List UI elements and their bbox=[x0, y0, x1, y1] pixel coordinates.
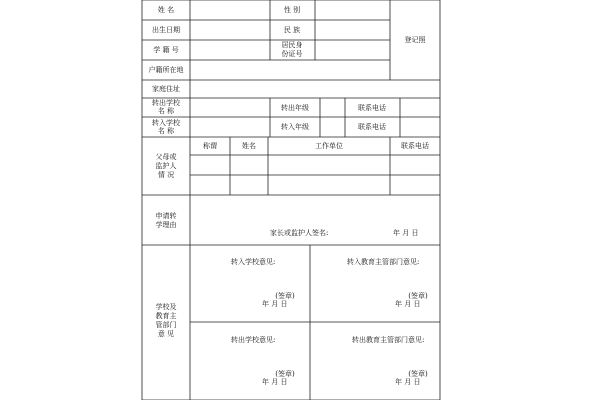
in-bureau-opinion-field[interactable] bbox=[311, 268, 439, 288]
reason-field[interactable] bbox=[191, 196, 439, 224]
guardian-col-name: 姓名 bbox=[242, 142, 256, 150]
reason-label-line1: 申请转 bbox=[155, 212, 177, 220]
in-grade-field[interactable] bbox=[321, 118, 344, 136]
out-school-seal: (签章) bbox=[275, 370, 295, 378]
guardian-col-phone: 联系电话 bbox=[401, 142, 429, 150]
opinions-label-line2: 教育主 bbox=[155, 312, 177, 320]
out-bureau-date: 年 月 日 bbox=[395, 378, 421, 386]
guardian-row-2[interactable] bbox=[191, 176, 439, 194]
out-phone-label: 联系电话 bbox=[358, 104, 386, 112]
student-no-field[interactable] bbox=[191, 41, 269, 59]
out-school-opinion-field[interactable] bbox=[191, 346, 309, 366]
out-school-label-line1: 转出学校 bbox=[152, 99, 180, 107]
out-phone-field[interactable] bbox=[401, 99, 439, 116]
reason-date: 年 月 日 bbox=[393, 229, 419, 237]
in-school-label-line1: 转入学校 bbox=[152, 119, 180, 127]
in-school-seal: (签章) bbox=[275, 292, 295, 300]
guardian-col-relation: 称谓 bbox=[203, 142, 217, 150]
address-label: 家庭住址 bbox=[152, 85, 180, 93]
id-number-label-line1: 居民身 bbox=[281, 41, 303, 49]
opinions-label-line4: 意 见 bbox=[157, 330, 175, 338]
photo-box[interactable] bbox=[391, 1, 439, 79]
ethnicity-field[interactable] bbox=[316, 21, 389, 39]
reason-label-line2: 学理由 bbox=[155, 221, 177, 229]
id-number-field[interactable] bbox=[316, 41, 389, 59]
guardian-col-work: 工作单位 bbox=[315, 142, 343, 150]
birth-date-field[interactable] bbox=[191, 21, 269, 39]
out-bureau-seal: (签章) bbox=[408, 370, 428, 378]
id-number-label-line2: 份证号 bbox=[281, 50, 303, 58]
in-bureau-seal: (签章) bbox=[408, 292, 428, 300]
birth-date-label: 出生日期 bbox=[152, 26, 180, 34]
out-bureau-opinion-field[interactable] bbox=[311, 346, 439, 366]
student-no-label: 学 籍 号 bbox=[153, 46, 179, 54]
in-school-opinion-field[interactable] bbox=[191, 268, 309, 288]
in-school-field[interactable] bbox=[191, 118, 269, 136]
in-phone-field[interactable] bbox=[401, 118, 439, 136]
address-field[interactable] bbox=[191, 81, 439, 97]
gender-label: 性 别 bbox=[283, 6, 301, 14]
hukou-label: 户籍所在地 bbox=[148, 66, 184, 74]
opinions-label-line3: 管部门 bbox=[155, 321, 177, 329]
out-grade-field[interactable] bbox=[321, 99, 344, 116]
in-bureau-date: 年 月 日 bbox=[395, 300, 421, 308]
name-label: 姓 名 bbox=[157, 6, 175, 14]
out-bureau-opinion-label: 转出教育主管部门意见: bbox=[352, 336, 425, 344]
in-grade-label: 转入年级 bbox=[281, 123, 309, 131]
in-school-label-line2: 名 称 bbox=[157, 127, 175, 135]
ethnicity-label: 民 族 bbox=[283, 26, 301, 34]
hukou-field[interactable] bbox=[191, 61, 389, 79]
out-school-label-line2: 名 称 bbox=[157, 107, 175, 115]
guardian-section-label-line1: 父母或 bbox=[155, 153, 177, 161]
opinions-label-line1: 学校及 bbox=[155, 303, 177, 311]
out-grade-label: 转出年级 bbox=[281, 104, 309, 112]
gender-field[interactable] bbox=[316, 1, 389, 19]
out-school-opinion-label: 转出学校意见: bbox=[231, 336, 276, 344]
in-phone-label: 联系电话 bbox=[358, 123, 386, 131]
in-school-date: 年 月 日 bbox=[262, 300, 288, 308]
name-field[interactable] bbox=[191, 1, 269, 19]
in-bureau-opinion-label: 转入教育主管部门意见: bbox=[347, 258, 420, 266]
guardian-section-label-line3: 情 况 bbox=[157, 171, 175, 179]
guardian-signature-label: 家长或监护人签名: bbox=[270, 229, 329, 237]
guardian-section-label-line2: 监护人 bbox=[155, 162, 177, 170]
photo-label: 登记照 bbox=[404, 36, 426, 44]
out-school-field[interactable] bbox=[191, 99, 269, 116]
out-school-date: 年 月 日 bbox=[262, 378, 288, 386]
guardian-row-1[interactable] bbox=[191, 156, 439, 174]
in-school-opinion-label: 转入学校意见: bbox=[231, 258, 276, 266]
